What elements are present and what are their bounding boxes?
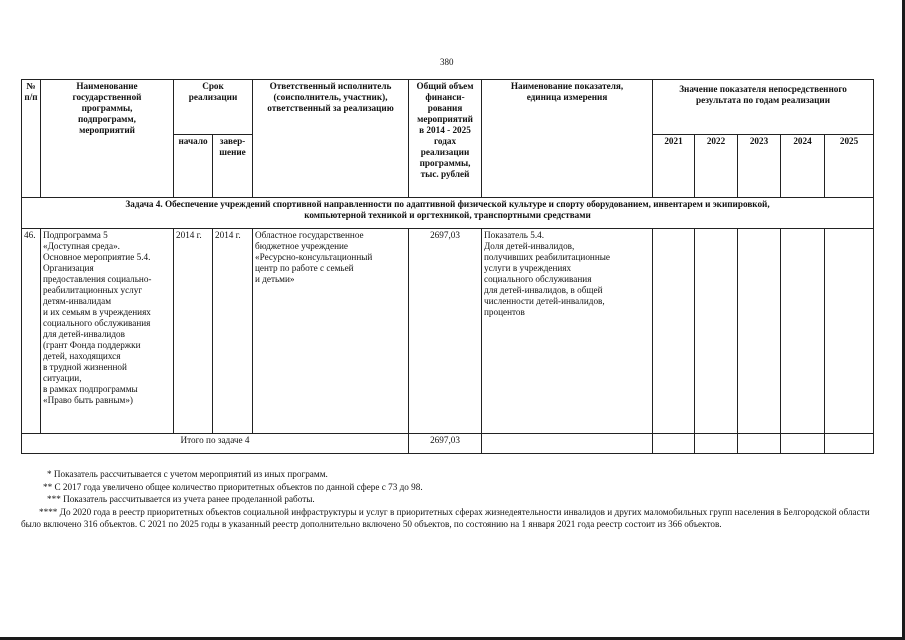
header-term-end: завер- шение: [213, 135, 253, 198]
footnote-2: ** С 2017 года увеличено общее количество приоритетных объектов по данной сфере с 73 до 98.: [43, 481, 423, 492]
header-num: № п/п: [22, 80, 41, 198]
total-value-2022: [695, 434, 738, 454]
total-indicator: [482, 434, 653, 454]
total-label: Итого по задаче 4: [22, 434, 409, 454]
header-term-start: начало: [174, 135, 213, 198]
row-indicator: Показатель 5.4. Доля детей-инвалидов, получивших реабилитационные услуги в учреждениях социального обслуживания для детей-инвалидов, в общей численности детей-инвалидов, процентов: [482, 229, 653, 434]
footnote-3: *** Показатель рассчитывается из учета ранее проделанной работы.: [47, 494, 315, 504]
total-value-2021: [653, 434, 695, 454]
header-name: Наименование государственной программы, подпрограмм, мероприятий: [41, 80, 174, 198]
total-value-2025: [825, 434, 874, 454]
header-year-2024: 2024: [781, 135, 825, 198]
row-value-2024: [781, 229, 825, 434]
total-value-2023: [738, 434, 781, 454]
header-year-2021: 2021: [653, 135, 695, 198]
header-year-2025: 2025: [825, 135, 874, 198]
row-name: Подпрограмма 5 «Доступная среда». Основное мероприятие 5.4. Организация предоставления социально- реабилитационных услуг детям-инвалидам и их семьям в учреждениях социального обслуживания для детей-инвалидов (грант Фонда поддержки детей, находящихся в трудной жизненной ситуации, в рамках подпрограммы «Право быть равным»): [41, 229, 174, 434]
row-value-2021: [653, 229, 695, 434]
footnote-4: **** До 2020 года в реестр приоритетных объектов социальной инфраструктуры и услуг в приоритетных сферах жизнедеятельности инвалидов и других маломобильных групп населения в Белгородской области было включено 316 объектов. С 2021 по 2025 годы в указанный реестр дополнительно включено 50 объектов, по состоянию на 1 января 2021 года реестр состоит из 366 объектов.: [21, 506, 870, 529]
row-value-2023: [738, 229, 781, 434]
header-executor: Ответственный исполнитель (соисполнитель, участник), ответственный за реализацию: [253, 80, 409, 198]
page-number: 380: [440, 57, 454, 67]
row-start: 2014 г.: [174, 229, 213, 434]
row-executor: Областное государственное бюджетное учреждение «Ресурсно-консультационный центр по работе с семьей и детьми»: [253, 229, 409, 434]
header-indicator: Наименование показателя, единица измерения: [482, 80, 653, 198]
task-row: Задача 4. Обеспечение учреждений спортивной направленности по адаптивной физической культуре и спорту оборудованием, инвентарем и экипировкой, компьютерной техникой и оргтехникой, транспортными средствами: [22, 198, 874, 229]
header-term: Срок реализации: [174, 80, 253, 135]
row-value-2022: [695, 229, 738, 434]
footnote-1: * Показатель рассчитывается с учетом мероприятий из иных программ.: [47, 469, 328, 479]
row-value-2025: [825, 229, 874, 434]
footnotes: [21, 468, 871, 531]
header-year-2023: 2023: [738, 135, 781, 198]
header-year-2022: 2022: [695, 135, 738, 198]
header-values: Значение показателя непосредственного результата по годам реализации: [653, 80, 874, 135]
row-num: 46.: [22, 229, 41, 434]
row-end: 2014 г.: [213, 229, 253, 434]
row-volume: 2697,03: [409, 229, 482, 434]
total-volume: 2697,03: [409, 434, 482, 454]
program-table: [21, 79, 874, 454]
header-volume: Общий объем финанси- рования мероприятий в 2014 - 2025 годах реализации программы, тыс. рублей: [409, 80, 482, 198]
total-value-2024: [781, 434, 825, 454]
